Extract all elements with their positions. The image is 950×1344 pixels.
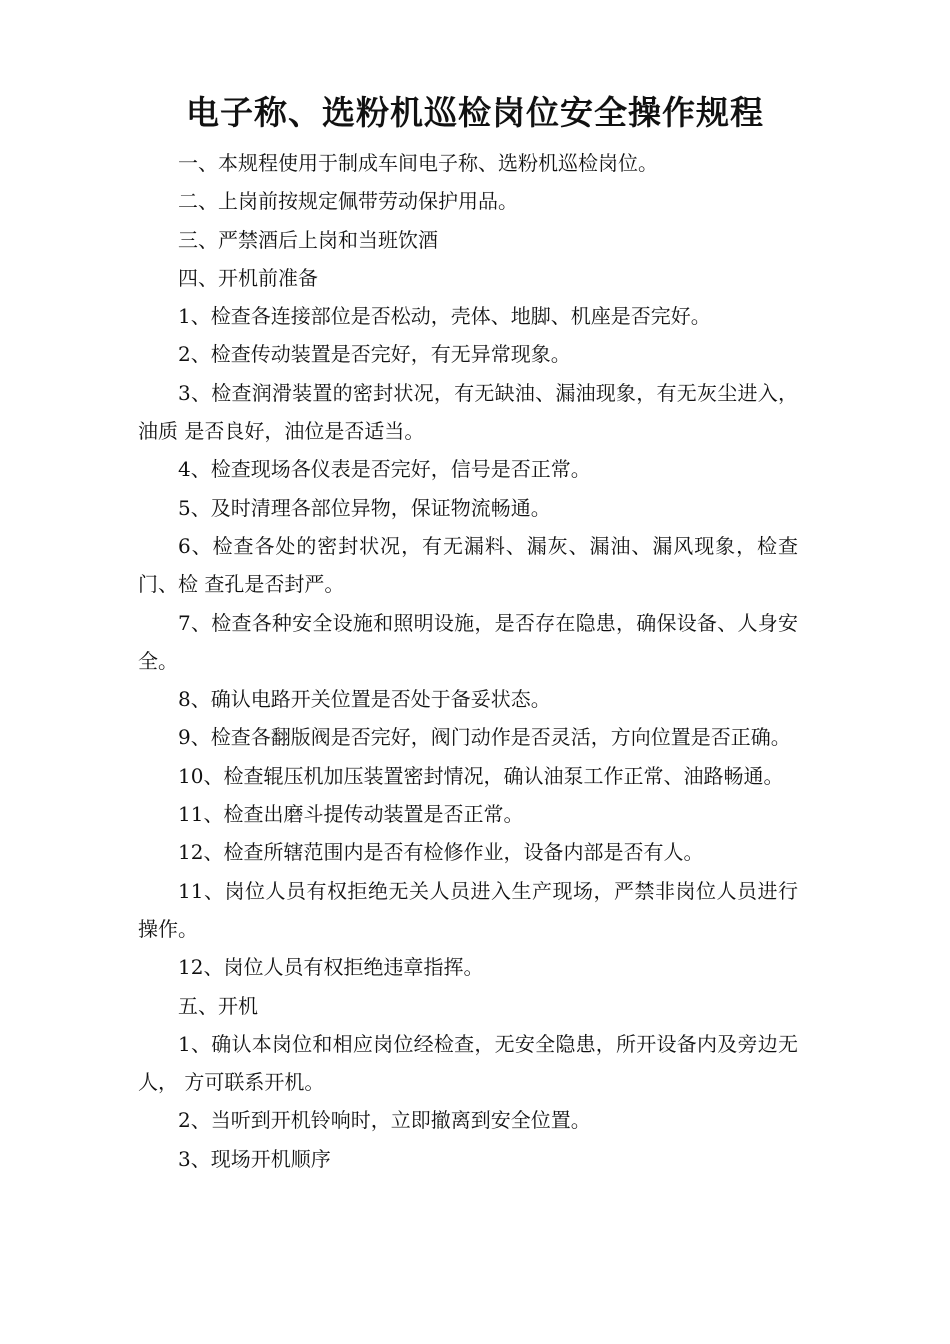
paragraph: 6、检查各处的密封状况，有无漏料、漏灰、漏油、漏风现象，检查门、检 查孔是否封严。	[138, 533, 798, 597]
paragraph: 2、检查传动装置是否完好，有无异常现象。	[178, 342, 571, 367]
paragraph: 3、现场开机顺序	[178, 1146, 331, 1171]
document-body	[138, 144, 798, 1178]
paragraph: 1、确认本岗位和相应岗位经检查，无安全隐患，所开设备内及旁边无人， 方可联系开机。	[138, 1031, 798, 1095]
paragraph: 12、岗位人员有权拒绝违章指挥。	[178, 955, 484, 980]
paragraph: 8、确认电路开关位置是否处于备妥状态。	[178, 687, 551, 712]
paragraph: 10、检查辊压机加压装置密封情况，确认油泵工作正常、油路畅通。	[178, 763, 784, 788]
paragraph: 11、岗位人员有权拒绝无关人员进入生产现场，严禁非岗位人员进行操作。	[138, 878, 798, 941]
paragraph: 11、检查出磨斗提传动装置是否正常。	[178, 802, 524, 827]
paragraph: 4、检查现场各仪表是否完好，信号是否正常。	[178, 457, 591, 482]
paragraph: 12、检查所辖范围内是否有检修作业，设备内部是否有人。	[178, 840, 704, 865]
paragraph: 1、检查各连接部位是否松动，壳体、地脚、机座是否完好。	[178, 304, 711, 329]
section-heading: 五、开机	[178, 993, 258, 1018]
paragraph: 7、检查各种安全设施和照明设施，是否存在隐患，确保设备、人身安全。	[138, 610, 798, 673]
document-title: 电子称、选粉机巡检岗位安全操作规程	[186, 93, 764, 132]
paragraph: 二、上岗前按规定佩带劳动保护用品。	[178, 189, 518, 214]
paragraph: 2、当听到开机铃响时，立即撤离到安全位置。	[178, 1108, 591, 1133]
paragraph: 3、检查润滑装置的密封状况，有无缺油、漏油现象，有无灰尘进入，油质 是否良好，油位是否适当。	[138, 380, 798, 444]
section-heading: 四、开机前准备	[178, 265, 318, 290]
paragraph: 三、严禁酒后上岗和当班饮酒	[178, 227, 438, 252]
paragraph: 5、及时清理各部位异物，保证物流畅通。	[178, 495, 551, 520]
paragraph: 一、本规程使用于制成车间电子称、选粉机巡检岗位。	[178, 151, 658, 175]
paragraph: 9、检查各翻版阀是否完好，阀门动作是否灵活，方向位置是否正确。	[178, 725, 791, 750]
